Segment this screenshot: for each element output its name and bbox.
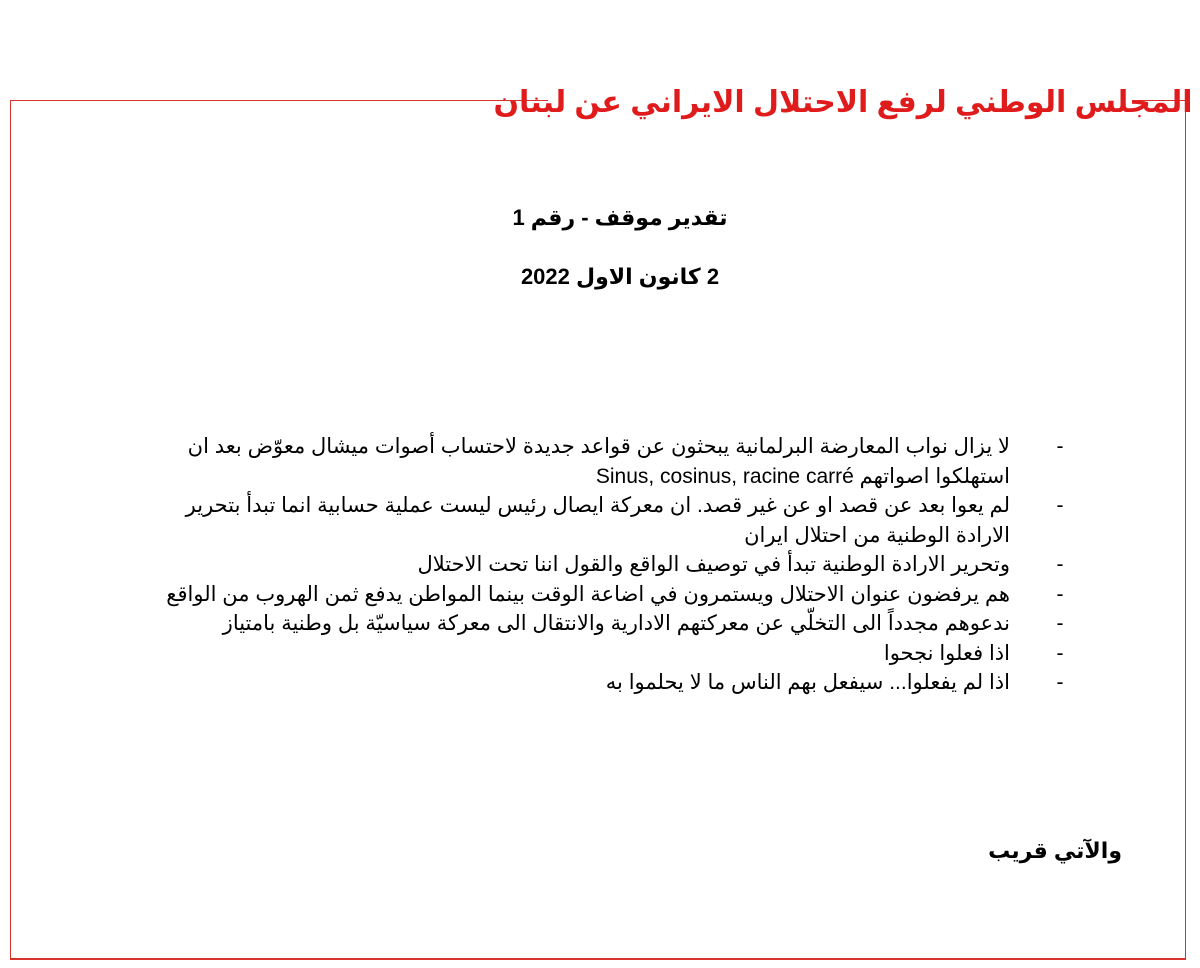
list-item-text: اذا فعلوا نجحوا xyxy=(883,641,1010,665)
header-title: المجلس الوطني لرفع الاحتلال الايراني عن لبنان xyxy=(493,85,1193,119)
list-item-text: هم يرفضون عنوان الاحتلال ويستمرون في اضاعة الوقت بينما المواطن يدفع ثمن الهروب من الواقع xyxy=(166,582,1010,606)
document-date: 2 كانون الاول 2022 xyxy=(520,264,720,289)
position-estimate-title: تقدير موقف - رقم 1 xyxy=(512,205,728,230)
list-item-text: وتحرير الارادة الوطنية تبدأ في توصيف الواقع والقول اننا تحت الاحتلال xyxy=(417,553,1010,576)
list-item-text: ندعوهم مجدداً الى التخلّي عن معركتهم الادارية والانتقال الى معركة سياسيّة بل وطنية بامتياز xyxy=(222,612,1010,635)
bullet-dash: - xyxy=(1056,494,1064,517)
statement-list xyxy=(130,432,1064,698)
list-item xyxy=(130,580,1064,610)
list-item xyxy=(130,668,1064,698)
list-item-text: لم يعوا بعد عن قصد او عن غير قصد. ان معركة ايصال رئيس ليست عملية حسابية انما تبدأ بتحرير الارادة الوطنية من احتلال ايران xyxy=(185,494,1010,547)
bullet-dash: - xyxy=(1056,612,1064,635)
list-item xyxy=(130,432,1064,491)
document-frame-bottom xyxy=(10,958,1186,960)
list-item xyxy=(130,491,1064,550)
closing-line: والآتي قريب xyxy=(988,838,1122,863)
list-item-text: اذا لم يفعلوا... سيفعل بهم الناس ما لا يحلموا به xyxy=(605,671,1010,694)
bullet-dash: - xyxy=(1056,641,1064,665)
bullet-dash: - xyxy=(1056,553,1064,576)
list-item-latin-text: Sinus, cosinus, racine carré xyxy=(595,464,854,488)
header xyxy=(493,80,1193,124)
bullet-dash: - xyxy=(1056,582,1064,606)
list-item xyxy=(130,550,1064,580)
list-item xyxy=(130,609,1064,639)
list-item-text: لا يزال نواب المعارضة البرلمانية يبحثون عن قواعد جديدة لاحتساب أصوات ميشال معوّض بعد ان استهلكوا اصواتهم xyxy=(187,435,1010,488)
list-item xyxy=(130,639,1064,669)
bullet-dash: - xyxy=(1056,671,1064,694)
bullet-dash: - xyxy=(1056,435,1064,458)
